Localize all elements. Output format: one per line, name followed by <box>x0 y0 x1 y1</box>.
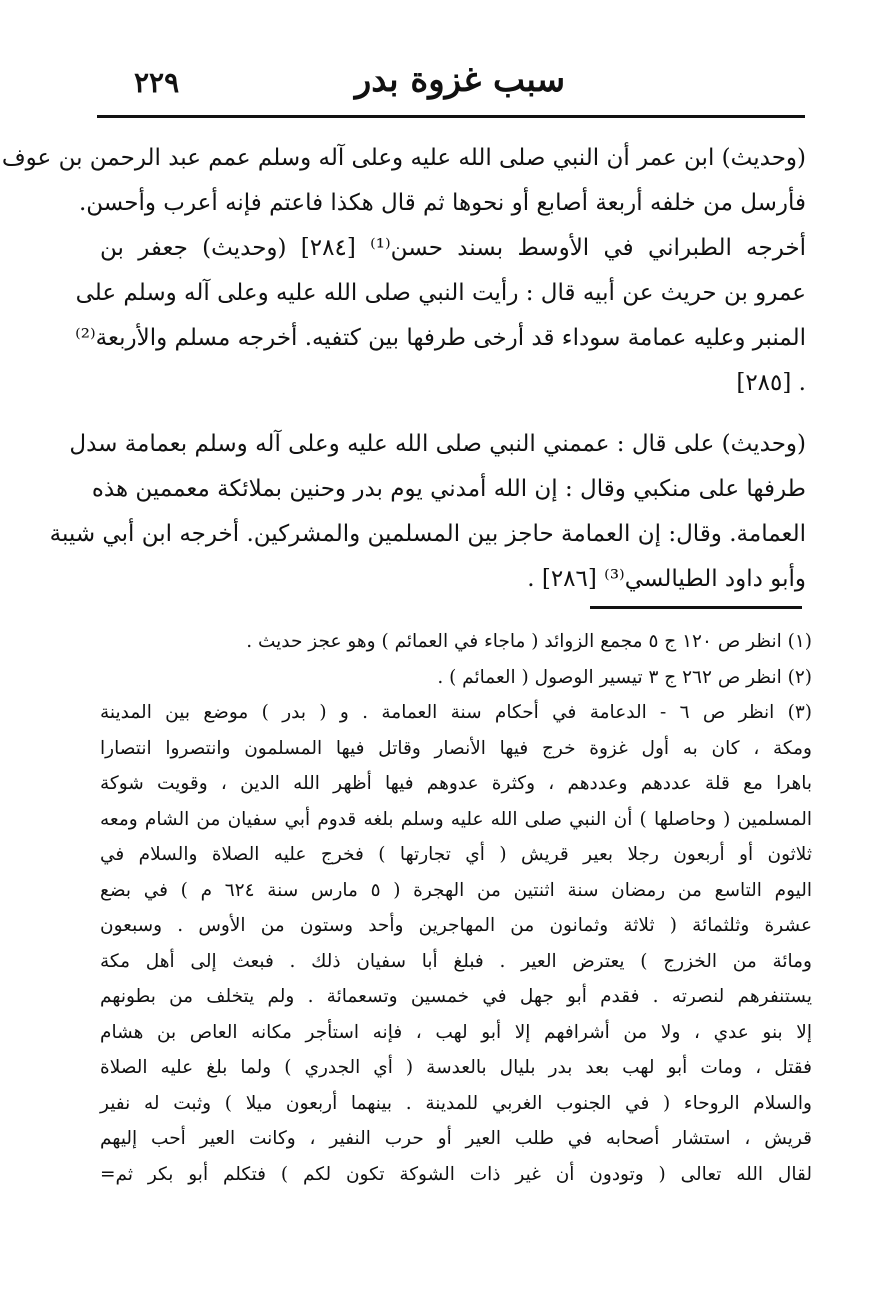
text-line: أخرجه الطبراني في الأوسط بسند حسن⁽¹⁾ [٢٨٤] (وحديث) جعفر بن <box>100 235 806 261</box>
footnote-line: لقال الله تعالى ( وتودون أن غير ذات الشوكة تكون لكم ) فتكلم أبو بكر ثم= <box>100 1163 812 1185</box>
footnote-line: (٣) انظر ص ٦ - الدعامة في أحكام سنة العمامة . و ( بدر ) موضع بين المدينة <box>100 702 812 723</box>
footnote-line: المسلمين ( وحاصلها ) أن النبي صلى الله عليه وسلم بلغه قدوم أبي سفيان من الشام ومعه <box>100 808 812 830</box>
main-text <box>1 136 806 602</box>
page-header <box>120 52 800 102</box>
footnote-line: ثلاثون أو أربعون رجلا بعير قريش ( أي تجارتها ) فخرج عليه الصلاة والسلام في <box>100 844 812 865</box>
footnote-line: إلا بنو عدي ، ولا من أشرافهم إلا أبو لهب ، فإنه استأجر مكانه العاص بن هشام <box>100 1021 812 1043</box>
footnote-line: (١) انظر ص ١٢٠ ج ٥ مجمع الزوائد ( ماجاء في العمائم ) وهو عجز حديث . <box>246 631 812 652</box>
text-line: طرفها على منكبي وقال : إن الله أمدني يوم بدر وحنين بملائكة معممين هذه <box>91 476 806 502</box>
paragraph <box>49 422 806 602</box>
text-line: وأبو داود الطيالسي⁽³⁾ [٢٨٦] . <box>527 566 806 592</box>
page-number: ٢٢٩ <box>134 66 180 99</box>
running-title: سبب غزوة بدر <box>354 60 566 100</box>
paragraph <box>1 136 806 406</box>
footnote-line: والسلام الروحاء ( في الجنوب الغربي للمدينة . بينهما أربعون ميلا ) وثبت له نفير <box>100 1092 812 1114</box>
footnote-line: (٢) انظر ص ٢٦٢ ج ٣ تيسير الوصول ( العمائم ) . <box>437 666 812 688</box>
text-line: . [٢٨٥] <box>736 370 806 396</box>
text-line: فأرسل من خلفه أربعة أصابع أو نحوها ثم قال هكذا فاعتم فإنه أعرب وأحسن. <box>78 190 806 216</box>
footnote-line: ومائة من الخزرج ) يعترض العير . فبلغ أبا سفيان ذلك . فبعث إلى أهل مكة <box>100 950 812 972</box>
text-line: (وحديث) على قال : عممني النبي صلى الله عليه وعلى آله وسلم بعمامة سدل <box>69 431 806 457</box>
footnote-line: ومكة ، كان به أول غزوة خرج فيها الأنصار وقاتل فيها المسلمون وانتصروا انتصارا <box>100 737 812 759</box>
footnotes <box>100 624 812 1192</box>
footnote-line: يستنفرهم لنصرته . فقدم أبو جهل في خمسين وتسعمائة . ولم يتخلف من بطونهم <box>100 986 812 1007</box>
footnote-separator <box>590 606 802 609</box>
footnote-line: قريش ، استشار أصحابه في طلب العير أو حرب النفير ، وكانت العير أحب إليهم <box>100 1128 812 1149</box>
text-line: (وحديث) ابن عمر أن النبي صلى الله عليه وعلى آله وسلم عمم عبد الرحمن بن عوف <box>1 145 806 171</box>
footnote-line: اليوم التاسع من رمضان سنة اثنتين من الهجرة ( ٥ مارس سنة ٦٢٤ م ) في بضع <box>100 879 812 901</box>
text-line: المنبر وعليه عمامة سوداء قد أرخى طرفها بين كتفيه. أخرجه مسلم والأربعة⁽²⁾ <box>75 325 806 351</box>
text-line: عمرو بن حريث عن أبيه قال : رأيت النبي صلى الله عليه وعلى آله وسلم على <box>75 280 806 306</box>
header-rule <box>97 115 805 118</box>
footnote-line: فقتل ، ومات أبو لهب بعد بدر بليال بالعدسة ( أي الجدري ) ولما بلغ عليه الصلاة <box>100 1057 812 1078</box>
footnote-line: باهرا مع قلة عددهم وعددهم ، وكثرة عدوهم فيها أظهر الله الدين ، وقويت شوكة <box>100 773 812 794</box>
text-line: العمامة. وقال: إن العمامة حاجز بين المسلمين والمشركين. أخرجه ابن أبي شيبة <box>49 521 806 547</box>
footnote-line: عشرة وثلثمائة ( ثلاثة وثمانون من المهاجرين وأحد وستون من الأوس . وسبعون <box>100 915 812 936</box>
